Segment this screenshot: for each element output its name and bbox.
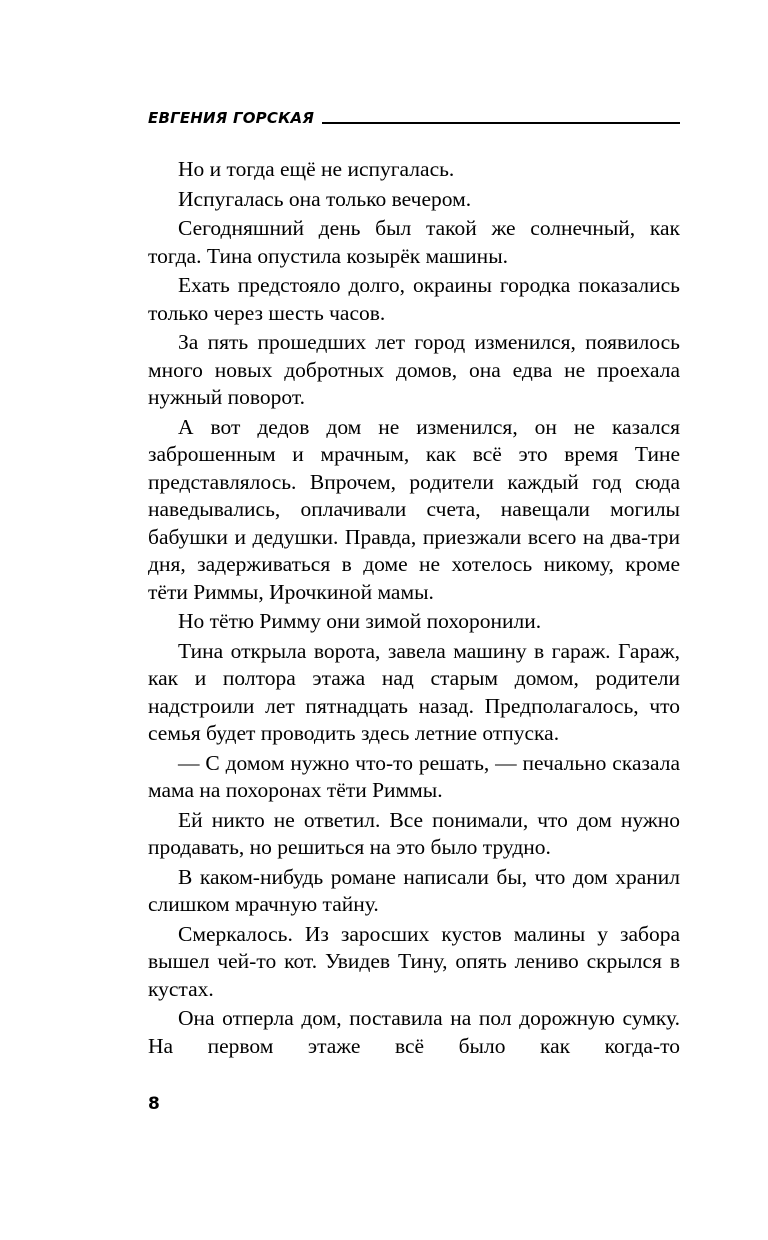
paragraph: — С домом нужно что-то решать, — печально сказала мама на похоронах тёти Риммы.: [148, 750, 680, 802]
paragraph: Смеркалось. Из заросших кустов малины у забора вышел чей-то кот. Увидев Тину, опять лениво скрылся в кустах.: [148, 921, 680, 1001]
author-name: ЕВГЕНИЯ ГОРСКАЯ: [148, 109, 315, 127]
page-number: 8: [148, 1094, 160, 1114]
paragraph: За пять прошедших лет город изменился, появилось много новых добротных домов, она едва не проехала нужный поворот.: [148, 330, 680, 409]
paragraph: Сегодняшний день был такой же солнечный, как тогда. Тина опустила козырёк машины.: [148, 216, 680, 268]
paragraph: Тина открыла ворота, завела машину в гараж. Гараж, как и полтора этажа над старым домом, родители надстроили лет пятнадцать назад. Предполагалось, что семья будет проводить здесь летние отпуска.: [148, 638, 680, 745]
paragraph: Испугалась она только вечером.: [178, 186, 472, 211]
paragraph: В каком-нибудь романе написали бы, что дом хранил слишком мрачную тайну.: [148, 864, 680, 916]
paragraph: Она отперла дом, поставила на пол дорожную сумку. На первом этаже всё было как когда-то: [148, 1006, 680, 1058]
paragraph: Ей никто не ответил. Все понимали, что дом нужно продавать, но решиться на это было трудно.: [148, 807, 680, 859]
paragraph: Но тётю Римму они зимой похоронили.: [178, 609, 542, 633]
paragraph: Но и тогда ещё не испугалась.: [178, 157, 455, 181]
running-header: [148, 104, 680, 126]
body-text: [148, 156, 680, 1062]
paragraph: А вот дедов дом не изменился, он не казался заброшенным и мрачным, как всё это время Тине представлялось. Впрочем, родители каждый год сюда наведывались, оплачивали счета, навещали могилы бабушки и дедушки. Правда, приезжали всего на два-три дня, задерживаться в доме не хотелось никому, кроме тёти Риммы, Ирочкиной мамы.: [148, 414, 680, 604]
paragraph: Ехать предстояло долго, окраины городка показались только через шесть часов.: [148, 273, 680, 325]
header-rule: [322, 122, 680, 124]
